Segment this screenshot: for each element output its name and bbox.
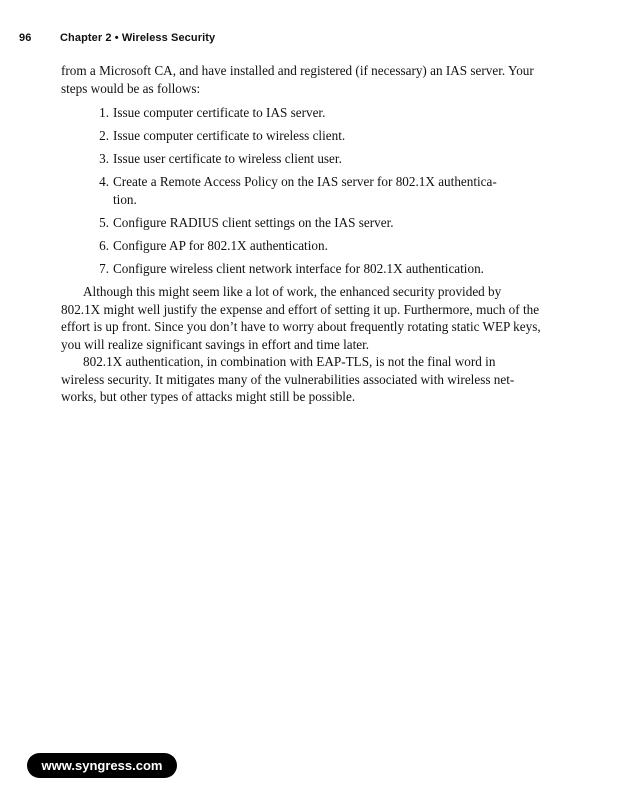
body-paragraph: Although this might seem like a lot of work, the enhanced security provided by 802.1X might well justify the expense and effort of setting it up. Furthermore, much of the effort is up front. Since you don’t have to worry about frequently rotating static WEP keys, you will realize significant savings in effort and time later. bbox=[61, 284, 541, 352]
step-number: 3. bbox=[99, 151, 109, 166]
body-paragraph: 802.1X authentication, in combination with EAP-TLS, is not the final word in wireless security. It mitigates many of the vulnerabilities associated with wireless net-works, but other types of attacks might still be possible. bbox=[61, 354, 515, 404]
step-text: Issue computer certificate to IAS server. bbox=[113, 105, 326, 120]
step-text: Issue computer certificate to wireless client. bbox=[113, 128, 346, 143]
intro-paragraph: from a Microsoft CA, and have installed and registered (if necessary) an IAS server. Your steps would be as follows: bbox=[61, 63, 534, 96]
step-number: 1. bbox=[99, 105, 109, 120]
step-number: 4. bbox=[99, 174, 109, 189]
list-item bbox=[61, 127, 541, 145]
list-item bbox=[61, 237, 541, 255]
step-number: 7. bbox=[99, 260, 109, 276]
page-number: 96 bbox=[19, 32, 32, 44]
step-number: 5. bbox=[99, 214, 109, 230]
step-list bbox=[61, 104, 541, 277]
chapter-title: Chapter 2 • Wireless Security bbox=[60, 32, 216, 44]
list-item bbox=[61, 173, 541, 208]
step-number: 2. bbox=[99, 128, 109, 143]
step-number: 6. bbox=[99, 237, 109, 253]
step-text: Create a Remote Access Policy on the IAS server for 802.1X authentica-tion. bbox=[113, 174, 497, 207]
list-item bbox=[61, 260, 541, 278]
list-item bbox=[61, 214, 541, 232]
running-head bbox=[19, 32, 215, 44]
step-text: Configure RADIUS client settings on the IAS server. bbox=[113, 214, 394, 230]
list-item bbox=[61, 104, 541, 122]
step-text: Configure AP for 802.1X authentication. bbox=[113, 237, 328, 253]
body-text bbox=[61, 62, 541, 406]
list-item bbox=[61, 150, 541, 168]
step-text: Configure wireless client network interface for 802.1X authentication. bbox=[113, 260, 484, 276]
publisher-url-badge: www.syngress.com bbox=[27, 753, 177, 778]
step-text: Issue user certificate to wireless client user. bbox=[113, 151, 342, 166]
